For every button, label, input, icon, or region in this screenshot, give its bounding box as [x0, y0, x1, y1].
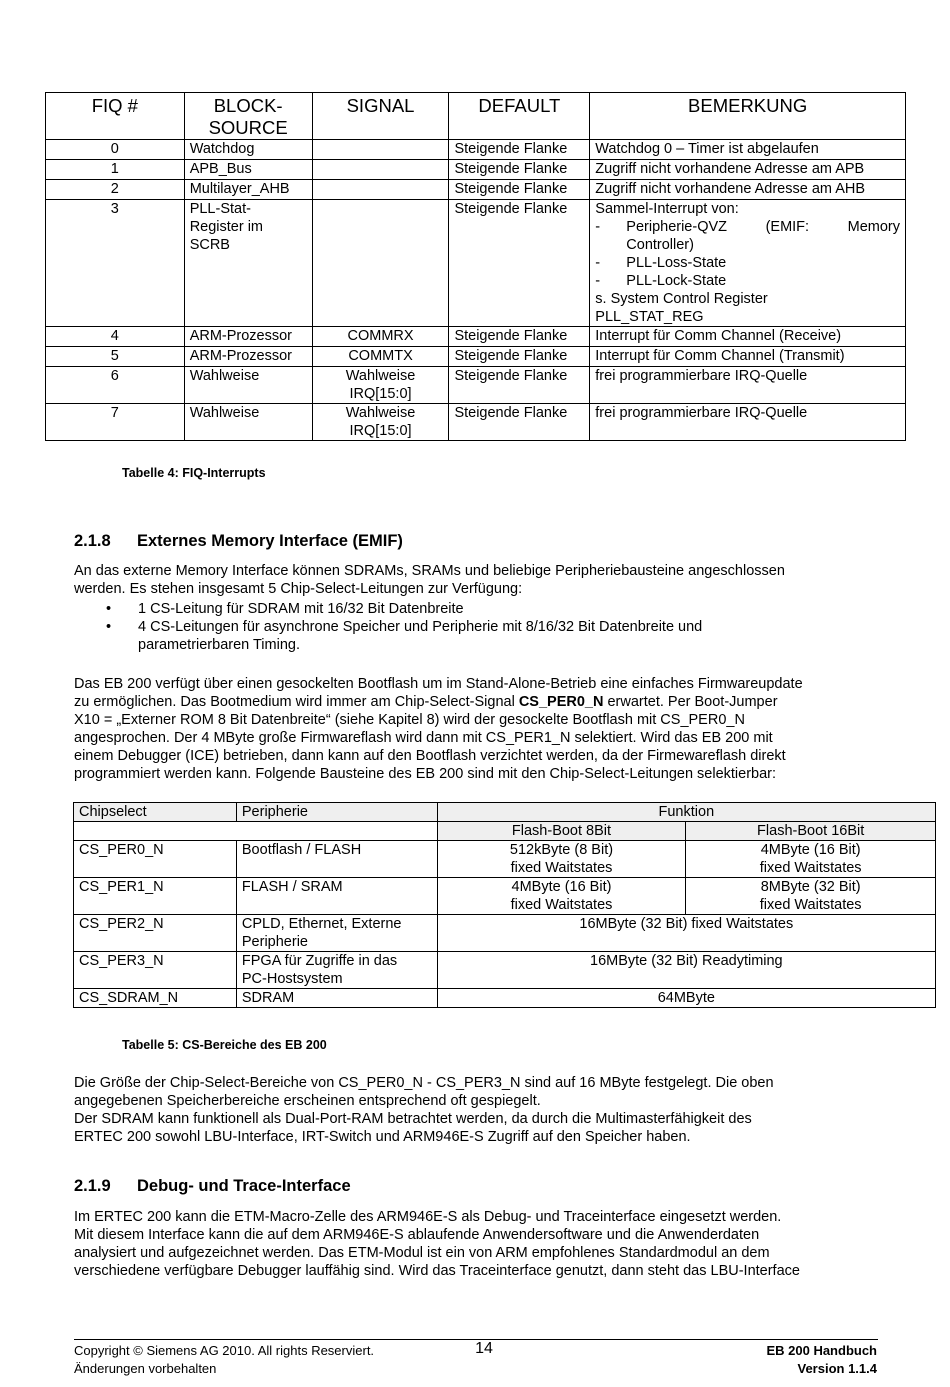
fiq-number-cell: 1 [46, 160, 185, 180]
remark-cell: Zugriff nicht vorhandene Adresse am AHB [590, 180, 906, 200]
signal-cell [312, 180, 449, 200]
function-cell: 64MByte [437, 989, 935, 1008]
remark-cell: Interrupt für Comm Channel (Transmit) [590, 347, 906, 367]
fiq-number-cell: 6 [46, 367, 185, 404]
default-cell: Steigende Flanke [449, 327, 590, 347]
function-16bit-cell: 8MByte (32 Bit) fixed Waitstates [686, 878, 936, 915]
default-cell: Steigende Flanke [449, 404, 590, 441]
table-header-row [74, 803, 936, 822]
remark-list-item [595, 218, 900, 254]
dash-marker: - [595, 273, 601, 289]
column-header: Funktion [437, 803, 935, 822]
peripherie-cell: Bootflash / FLASH [236, 841, 437, 878]
section-title: Externes Memory Interface (EMIF) [137, 532, 403, 550]
page-number: 14 [475, 1340, 493, 1357]
fiq-number-cell: 5 [46, 347, 185, 367]
chipselect-cell: CS_PER0_N [74, 841, 237, 878]
table-subheader-row [74, 822, 936, 841]
remark-list-text: PLL-Loss-State [626, 255, 727, 271]
fiq-interrupt-table [45, 92, 906, 441]
peripherie-cell: FLASH / SRAM [236, 878, 437, 915]
remark-cell: frei programmierbare IRQ-Quelle [590, 404, 906, 441]
block-source-cell: Watchdog [184, 140, 312, 160]
fiq-number-cell: 3 [46, 200, 185, 327]
word: (EMIF: [765, 219, 810, 235]
fiq-number-cell: 2 [46, 180, 185, 200]
block-source-cell: Wahlweise [184, 367, 312, 404]
footer-doc-title: EB 200 Handbuch [766, 1343, 877, 1358]
table-row [46, 404, 906, 441]
paragraph-cs-ranges: Die Größe der Chip-Select-Bereiche von CS_PER0_N - CS_PER3_N sind auf 16 MByte festgelegt. Die oben angegebenen Speicherbereiche erscheinen entsprechend oft gespiegelt. Der SDRAM kann funktionell als Dual-Port-RAM betrachtet werden, da durch die Multimasterfähigkeit des ERTEC 200 sowohl LBU-Interface, IRT-Switch und ARM946E-S Zugriff auf den Speicher haben. [74, 1075, 774, 1145]
remark-list-text: PLL-Lock-State [626, 273, 727, 289]
column-subheader: Flash-Boot 16Bit [686, 822, 936, 841]
default-cell: Steigende Flanke [449, 367, 590, 404]
bullet-list-cs-lines [74, 600, 894, 654]
list-item: • 4 CS-Leitungen für asynchrone Speicher und Peripherie mit 8/16/32 Bit Datenbreite und parametrierbaren Timing. [74, 618, 894, 654]
footer-changes: Änderungen vorbehalten [74, 1361, 217, 1376]
continuation-line: Controller) [626, 237, 694, 253]
justified-line [626, 218, 900, 236]
function-cell: 16MByte (32 Bit) fixed Waitstates [437, 915, 935, 952]
dash-marker: - [595, 219, 601, 235]
table-row [46, 347, 906, 367]
paragraph-bootflash [74, 675, 894, 783]
default-cell: Steigende Flanke [449, 180, 590, 200]
paragraph-emif-intro: An das externe Memory Interface können SDRAMs, SRAMs und beliebige Peripheriebausteine angeschlossen werden. Es stehen insgesamt 5 Chip-Select-Leitungen zur Verfügung: [74, 563, 785, 597]
column-header: SIGNAL [312, 93, 449, 140]
signal-cell: COMMRX [312, 327, 449, 347]
word: Memory [847, 219, 900, 235]
signal-cell [312, 140, 449, 160]
default-cell: Steigende Flanke [449, 347, 590, 367]
section-number: 2.1.9 [74, 1177, 111, 1195]
column-header: BLOCK- SOURCE [184, 93, 312, 140]
footer-left [74, 1342, 374, 1378]
function-8bit-cell: 4MByte (16 Bit) fixed Waitstates [437, 878, 686, 915]
word: Peripherie-QVZ [626, 219, 728, 235]
footer-right [766, 1342, 877, 1378]
table-row [46, 327, 906, 347]
table-row [46, 367, 906, 404]
bold-signal-name: CS_PER0_N [518, 694, 604, 710]
remark-list-text [626, 218, 900, 254]
remark-cell: Interrupt für Comm Channel (Receive) [590, 327, 906, 347]
signal-cell: Wahlweise IRQ[15:0] [312, 367, 449, 404]
footer-version: Version 1.1.4 [797, 1361, 877, 1376]
signal-cell: COMMTX [312, 347, 449, 367]
table-row [46, 200, 906, 327]
remark-cell: Zugriff nicht vorhandene Adresse am APB [590, 160, 906, 180]
block-source-cell: Multilayer_AHB [184, 180, 312, 200]
table-row [46, 160, 906, 180]
chipselect-cell: CS_SDRAM_N [74, 989, 237, 1008]
list-item: • 1 CS-Leitung für SDRAM mit 16/32 Bit Datenbreite [74, 600, 894, 618]
column-header: Chipselect [74, 803, 237, 822]
peripherie-cell: CPLD, Ethernet, Externe Peripherie [236, 915, 437, 952]
remark-cell [590, 200, 906, 327]
table-row [74, 915, 936, 952]
remark-outro: s. System Control Register PLL_STAT_REG [595, 291, 768, 325]
table-row [46, 140, 906, 160]
chipselect-cell: CS_PER1_N [74, 878, 237, 915]
table-row [74, 952, 936, 989]
column-subheader: Flash-Boot 8Bit [437, 822, 686, 841]
block-source-cell: ARM-Prozessor [184, 327, 312, 347]
section-heading-2-1-8 [74, 532, 403, 550]
chipselect-cell: CS_PER2_N [74, 915, 237, 952]
remark-cell: Watchdog 0 – Timer ist abgelaufen [590, 140, 906, 160]
table-caption-fiq: Tabelle 4: FIQ-Interrupts [122, 466, 266, 480]
section-title: Debug- und Trace-Interface [137, 1177, 351, 1195]
remark-cell: frei programmierbare IRQ-Quelle [590, 367, 906, 404]
function-8bit-cell: 512kByte (8 Bit) fixed Waitstates [437, 841, 686, 878]
paragraph-debug-trace: Im ERTEC 200 kann die ETM-Macro-Zelle des ARM946E-S als Debug- und Traceinterface eingesetzt werden. Mit diesem Interface kann die auf dem ARM946E-S ablaufende Anwendersoftware und die Anwenderdaten analysiert und aufgezeichnet werden. Das ETM-Modul ist ein von ARM empfohlenes Standardmodul an dem verschiedene verfügbare Debugger lauffähig sind. Wird das Traceinterface genutzt, dann steht das LBU-Interface [74, 1209, 800, 1279]
block-source-cell: Wahlweise [184, 404, 312, 441]
column-header: FIQ # [46, 93, 185, 140]
empty-cell [74, 822, 438, 841]
fiq-number-cell: 4 [46, 327, 185, 347]
table-caption-cs: Tabelle 5: CS-Bereiche des EB 200 [122, 1038, 327, 1052]
remark-list-item [595, 272, 900, 290]
fiq-number-cell: 7 [46, 404, 185, 441]
signal-cell [312, 200, 449, 327]
function-cell: 16MByte (32 Bit) Readytiming [437, 952, 935, 989]
remark-intro: Sammel-Interrupt von: [595, 201, 739, 217]
signal-cell [312, 160, 449, 180]
column-header: BEMERKUNG [590, 93, 906, 140]
default-cell: Steigende Flanke [449, 140, 590, 160]
block-source-cell: APB_Bus [184, 160, 312, 180]
fiq-number-cell: 0 [46, 140, 185, 160]
footer-copyright: Copyright © Siemens AG 2010. All rights Reserviert. [74, 1343, 375, 1358]
signal-cell: Wahlweise IRQ[15:0] [312, 404, 449, 441]
column-header: DEFAULT [449, 93, 590, 140]
column-header: Peripherie [236, 803, 437, 822]
function-16bit-cell: 4MByte (16 Bit) fixed Waitstates [686, 841, 936, 878]
peripherie-cell: SDRAM [236, 989, 437, 1008]
remark-list-item [595, 254, 900, 272]
section-number: 2.1.8 [74, 532, 111, 550]
table-header-row [46, 93, 906, 140]
table-row [74, 841, 936, 878]
section-heading-2-1-9 [74, 1177, 351, 1195]
block-source-cell: ARM-Prozessor [184, 347, 312, 367]
dash-marker: - [595, 255, 601, 271]
table-row [74, 989, 936, 1008]
table-row [74, 878, 936, 915]
chipselect-cell: CS_PER3_N [74, 952, 237, 989]
block-source-cell: PLL-Stat- Register im SCRB [184, 200, 312, 327]
chip-select-table [73, 802, 936, 1008]
paragraph-text: erwartet. Per Boot-Jumper X10 = „Externer ROM 8 Bit Datenbreite“ (siehe Kapitel 8) wird der gesockelte Bootflash mit CS_PER0_N angesprochen. Der 4 MByte große Firmwareflash wird dann mit CS_PER1_N selektiert. Wird das EB 200 mit einem Debugger (ICE) betrieben, dann kann auf den Bootflash verzichtet werden, da der Firmewareflash direkt programmiert werden kann. Folgende Bausteine des EB 200 sind mit den Chip-Select-Leitungen selektierbar: [74, 694, 786, 782]
paragraph-text: Das EB 200 verfügt über einen gesockelten Bootflash um im Stand-Alone-Betrieb eine einfaches Firmwareupdate zu ermöglichen. Das Bootmedium wird immer am Chip-Select-Signal [74, 676, 803, 710]
peripherie-cell: FPGA für Zugriffe in das PC-Hostsystem [236, 952, 437, 989]
default-cell: Steigende Flanke [449, 160, 590, 180]
default-cell: Steigende Flanke [449, 200, 590, 327]
table-row [46, 180, 906, 200]
